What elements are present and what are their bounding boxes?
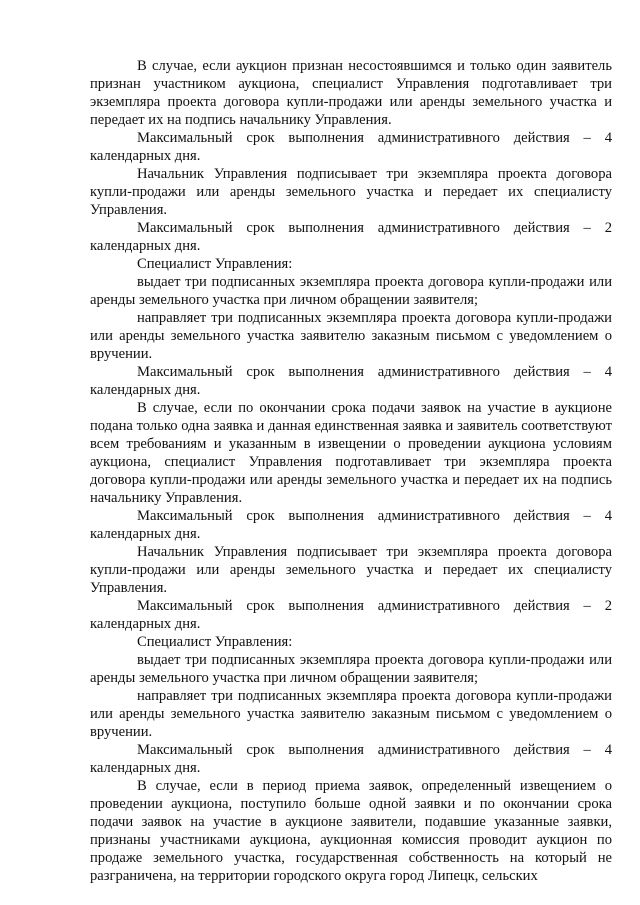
paragraph-max-term: Максимальный срок выполнения административного действия – 4 календарных дня. <box>90 508 612 542</box>
document-body <box>90 57 612 885</box>
paragraph-specialist-heading: Специалист Управления: <box>137 634 293 650</box>
paragraph-multiple-applications: В случае, если в период приема заявок, определенный извещением о проведении аукциона, поступило больше одной заявки и по окончании срока подачи заявок на участие в аукционе заявители, подавшие указанные заявки, признаны участниками аукциона, аукционная комиссия проводит аукцион по продаже земельного участка, государственная собственность на который не разграничена, на территории городского округа город Липецк, сельских <box>90 778 612 884</box>
paragraph-issues-in-person: выдает три подписанных экземпляра проекта договора купли-продажи или аренды земельного участка при личном обращении заявителя; <box>90 652 612 686</box>
paragraph-issues-in-person: выдает три подписанных экземпляра проекта договора купли-продажи или аренды земельного участка при личном обращении заявителя; <box>90 274 612 308</box>
paragraph-head-signs: Начальник Управления подписывает три экземпляра проекта договора купли-продажи или аренды земельного участка и передает их специалисту Управления. <box>90 544 612 596</box>
paragraph-single-application: В случае, если по окончании срока подачи заявок на участие в аукционе подана только одна заявка и данная единственная заявка и заявитель соответствуют всем требованиям и указанным в извещении о проведении аукциона условиям аукциона, специалист Управления подготавливает три экземпляра проекта договора купли-продажи или аренды земельного участка и передает их на подпись начальнику Управления. <box>90 400 612 506</box>
paragraph-max-term: Максимальный срок выполнения административного действия – 2 календарных дня. <box>90 598 612 632</box>
paragraph-auction-single-participant: В случае, если аукцион признан несостоявшимся и только один заявитель признан участником аукциона, специалист Управления подготавливает три экземпляра проекта договора купли-продажи или аренды земельного участка и передает их на подпись начальнику Управления. <box>90 58 612 128</box>
paragraph-max-term: Максимальный срок выполнения административного действия – 4 календарных дня. <box>90 364 612 398</box>
paragraph-sends-by-mail: направляет три подписанных экземпляра проекта договора купли-продажи или аренды земельного участка заявителю заказным письмом с уведомлением о вручении. <box>90 310 612 362</box>
paragraph-max-term: Максимальный срок выполнения административного действия – 4 календарных дня. <box>90 742 612 776</box>
paragraph-specialist-heading: Специалист Управления: <box>137 256 293 272</box>
paragraph-max-term: Максимальный срок выполнения административного действия – 4 календарных дня. <box>90 130 612 164</box>
paragraph-head-signs: Начальник Управления подписывает три экземпляра проекта договора купли-продажи или аренды земельного участка и передает их специалисту Управления. <box>90 166 612 218</box>
paragraph-sends-by-mail: направляет три подписанных экземпляра проекта договора купли-продажи или аренды земельного участка заявителю заказным письмом с уведомлением о вручении. <box>90 688 612 740</box>
paragraph-max-term: Максимальный срок выполнения административного действия – 2 календарных дня. <box>90 220 612 254</box>
